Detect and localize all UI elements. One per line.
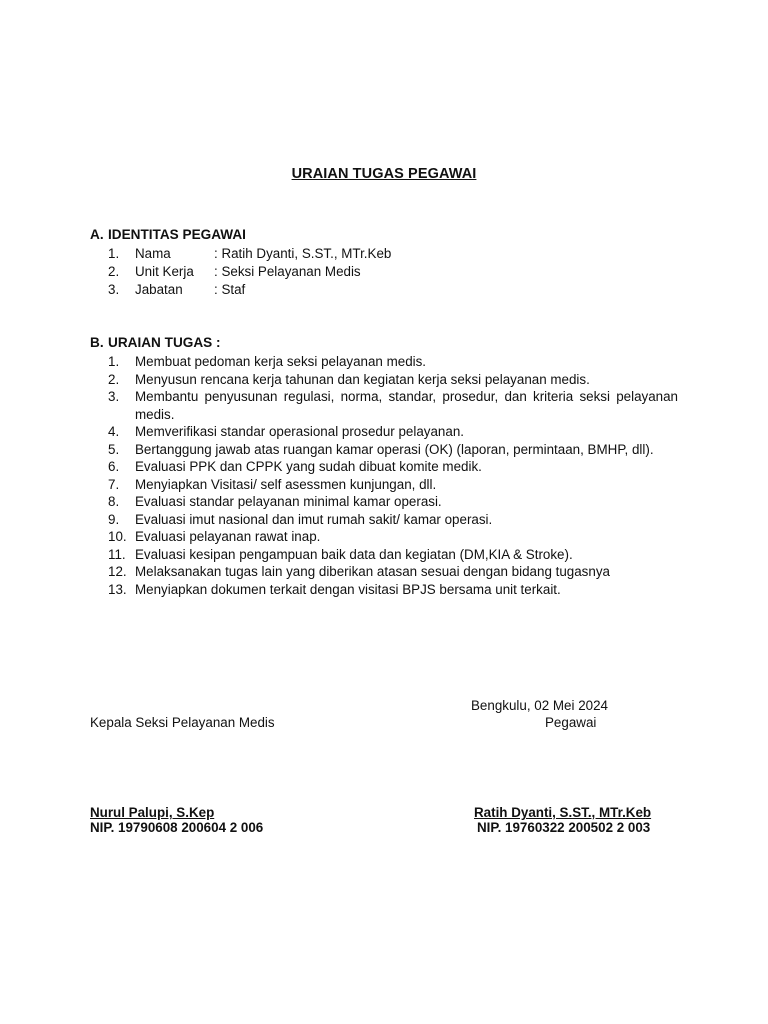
task-text: Bertanggung jawab atas ruangan kamar operasi (OK) (laporan, permintaan, BMHP, dll). xyxy=(135,441,654,457)
task-item xyxy=(108,388,678,423)
task-number: 7. xyxy=(108,476,120,492)
task-number: 8. xyxy=(108,494,120,509)
left-signatory-nip: NIP. 19790608 200604 2 006 xyxy=(90,820,264,835)
right-signatory-name: Ratih Dyanti, S.ST., MTr.Keb xyxy=(474,805,652,820)
task-number: 5. xyxy=(108,441,120,457)
identity-row-position xyxy=(108,281,245,299)
task-text: Evaluasi imut nasional dan imut rumah sakit/ kamar operasi. xyxy=(135,511,493,527)
left-signatory-role: Kepala Seksi Pelayanan Medis xyxy=(90,715,275,730)
task-number: 9. xyxy=(108,511,120,527)
task-text: Menyusun rencana kerja tahunan dan kegiatan kerja seksi pelayanan medis. xyxy=(135,371,590,387)
task-number: 11. xyxy=(108,546,126,562)
task-number: 2. xyxy=(108,371,120,387)
task-number: 1. xyxy=(108,354,120,369)
identity-row-number: 1. xyxy=(108,246,120,261)
task-list xyxy=(108,353,678,598)
identity-row-name xyxy=(108,245,391,263)
task-number: 13. xyxy=(108,581,127,597)
task-item xyxy=(108,353,678,371)
task-item xyxy=(108,441,678,459)
section-a-letter: A. xyxy=(90,227,104,242)
task-item xyxy=(108,493,678,511)
section-b-title: URAIAN TUGAS : xyxy=(108,335,221,350)
task-number: 3. xyxy=(108,389,120,404)
task-item xyxy=(108,563,678,581)
identity-row-value: : Seksi Pelayanan Medis xyxy=(214,264,361,279)
task-number: 4. xyxy=(108,424,120,439)
section-a-heading xyxy=(90,227,246,242)
identity-row-unit xyxy=(108,263,361,281)
task-text: Menyiapkan Visitasi/ self asessmen kunjungan, dll. xyxy=(135,476,437,492)
task-item xyxy=(108,423,678,441)
identity-row-label: Unit Kerja xyxy=(135,264,194,279)
task-number: 12. xyxy=(108,564,127,579)
identity-row-number: 2. xyxy=(108,264,120,279)
task-text: Evaluasi pelayanan rawat inap. xyxy=(135,529,321,544)
identity-row-value: : Ratih Dyanti, S.ST., MTr.Keb xyxy=(214,246,392,261)
identity-row-label: Nama xyxy=(135,246,171,261)
task-text: Melaksanakan tugas lain yang diberikan atasan sesuai dengan bidang tugasnya xyxy=(135,564,610,579)
task-item xyxy=(108,371,678,389)
task-text: Memverifikasi standar operasional prosedur pelayanan. xyxy=(135,424,464,439)
task-text: Evaluasi standar pelayanan minimal kamar operasi. xyxy=(135,494,442,509)
right-signatory-nip: NIP. 19760322 200502 2 003 xyxy=(477,820,651,835)
task-number: 10. xyxy=(108,529,127,544)
task-text: Menyiapkan dokumen terkait dengan visitasi BPJS bersama unit terkait. xyxy=(135,581,561,597)
task-item xyxy=(108,458,678,476)
document-title: URAIAN TUGAS PEGAWAI xyxy=(291,166,477,182)
task-item xyxy=(108,511,678,529)
place-date: Bengkulu, 02 Mei 2024 xyxy=(471,698,608,713)
identity-row-number: 3. xyxy=(108,282,120,297)
left-signatory-name: Nurul Palupi, S.Kep xyxy=(90,805,215,820)
identity-row-label: Jabatan xyxy=(135,282,183,297)
task-text: Membantu penyusunan regulasi, norma, standar, prosedur, dan kriteria seksi pelayanan medis. xyxy=(135,389,678,422)
task-item xyxy=(108,476,678,494)
right-signatory-role: Pegawai xyxy=(545,715,597,730)
task-item xyxy=(108,546,678,564)
task-text: Evaluasi PPK dan CPPK yang sudah dibuat komite medik. xyxy=(135,459,482,474)
identity-row-value: : Staf xyxy=(214,282,246,297)
task-item xyxy=(108,581,678,599)
task-number: 6. xyxy=(108,459,120,474)
task-text: Evaluasi kesipan pengampuan baik data dan kegiatan (DM,KIA & Stroke). xyxy=(135,546,573,562)
task-text: Membuat pedoman kerja seksi pelayanan medis. xyxy=(135,354,427,369)
section-a-title: IDENTITAS PEGAWAI xyxy=(108,227,246,242)
task-item xyxy=(108,528,678,546)
section-b-letter: B. xyxy=(90,335,104,350)
section-b-heading xyxy=(90,335,221,350)
